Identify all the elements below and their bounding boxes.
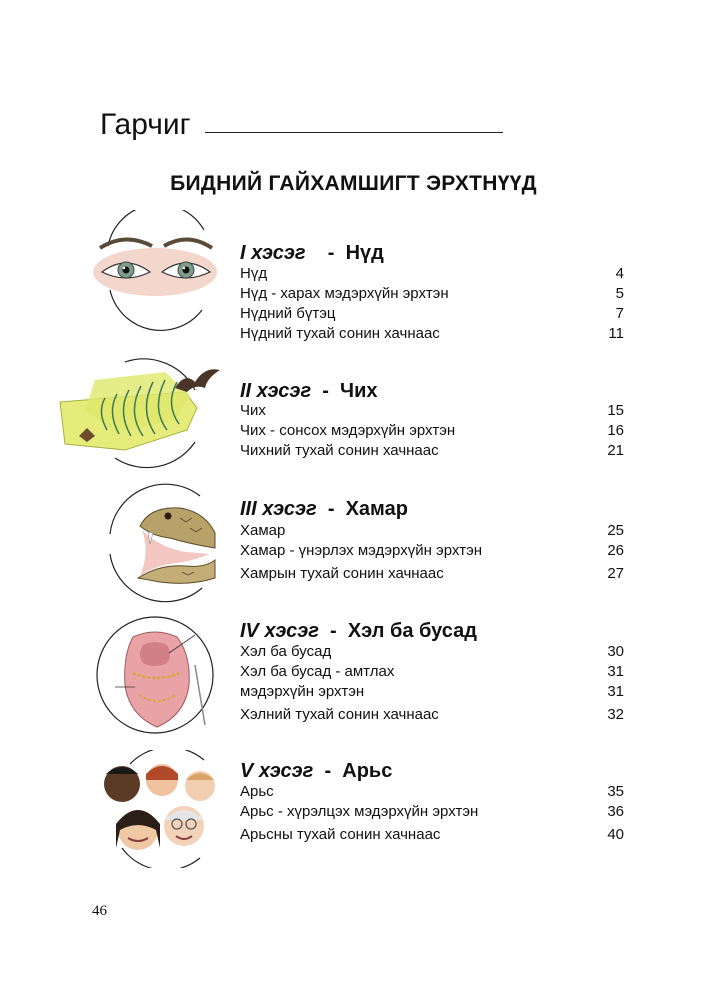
- toc-entry[interactable]: Нүдний бүтэц 7: [240, 305, 624, 322]
- toc-entry[interactable]: Хамрын тухай сонин хачнаас 27: [240, 565, 624, 582]
- bat-sound-waves-illustration-icon: [55, 350, 230, 475]
- page-ref: 30: [607, 643, 624, 660]
- toc-entry[interactable]: Хамар - үнэрлэх мэдэрхүйн эрхтэн 26: [240, 542, 624, 559]
- page-ref: 35: [607, 783, 624, 800]
- page-ref: 36: [607, 803, 624, 820]
- page-ref: 21: [607, 442, 624, 459]
- toc-entry[interactable]: Нүдний тухай сонин хачнаас 11: [240, 325, 624, 342]
- page-ref: 31: [607, 663, 624, 680]
- section-title-eyes: I хэсэг - Нүд: [240, 242, 384, 264]
- toc-entry[interactable]: Арьс 35: [240, 783, 624, 800]
- eyes-illustration-icon: [80, 210, 230, 334]
- page-number: 46: [92, 903, 107, 919]
- page-ref: 5: [615, 285, 624, 302]
- toc-entry[interactable]: Хэлний тухай сонин хачнаас 32: [240, 706, 624, 723]
- page-ref: 16: [607, 422, 624, 439]
- page-ref: 31: [607, 683, 624, 700]
- page-ref: 27: [607, 565, 624, 582]
- section-title-ear: II хэсэг - Чих: [240, 380, 378, 402]
- section-title-nose: III хэсэг - Хамар: [240, 498, 408, 520]
- page-ref: 26: [607, 542, 624, 559]
- section-title-skin: V хэсэг - Арьс: [240, 760, 393, 782]
- toc-entry[interactable]: мэдэрхүйн эрхтэн 31: [240, 683, 624, 700]
- page-ref: 40: [607, 826, 624, 843]
- toc-entry[interactable]: Арьсны тухай сонин хачнаас 40: [240, 826, 624, 843]
- page-ref: 25: [607, 522, 624, 539]
- page-ref: 11: [608, 325, 624, 342]
- faces-illustration-icon: [100, 750, 225, 868]
- toc-entry[interactable]: Хэл ба бусад 30: [240, 643, 624, 660]
- tongue-illustration-icon: [95, 615, 220, 740]
- toc-heading: Гарчиг: [100, 108, 191, 141]
- toc-entry[interactable]: Нүд 4: [240, 265, 624, 282]
- toc-entry[interactable]: Чих - сонсох мэдэрхүйн эрхтэн 16: [240, 422, 624, 439]
- page-ref: 32: [607, 706, 624, 723]
- heading-underline: [205, 132, 503, 133]
- toc-entry[interactable]: Арьс - хүрэлцэх мэдэрхүйн эрхтэн 36: [240, 803, 624, 820]
- toc-entry[interactable]: Нүд - харах мэдэрхүйн эрхтэн 5: [240, 285, 624, 302]
- page-ref: 15: [607, 402, 624, 419]
- toc-entry[interactable]: Чих 15: [240, 402, 624, 419]
- book-title: БИДНИЙ ГАЙХАМШИГТ ЭРХТНҮҮД: [170, 172, 537, 195]
- page-ref: 4: [615, 265, 624, 282]
- toc-entry[interactable]: Хамар 25: [240, 522, 624, 539]
- toc-entry[interactable]: Хэл ба бусад - амтлах 31: [240, 663, 624, 680]
- snake-head-illustration-icon: [90, 478, 230, 603]
- page-ref: 7: [615, 305, 624, 322]
- toc-entry[interactable]: Чихний тухай сонин хачнаас 21: [240, 442, 624, 459]
- section-title-tongue: IV хэсэг - Хэл ба бусад: [240, 620, 477, 642]
